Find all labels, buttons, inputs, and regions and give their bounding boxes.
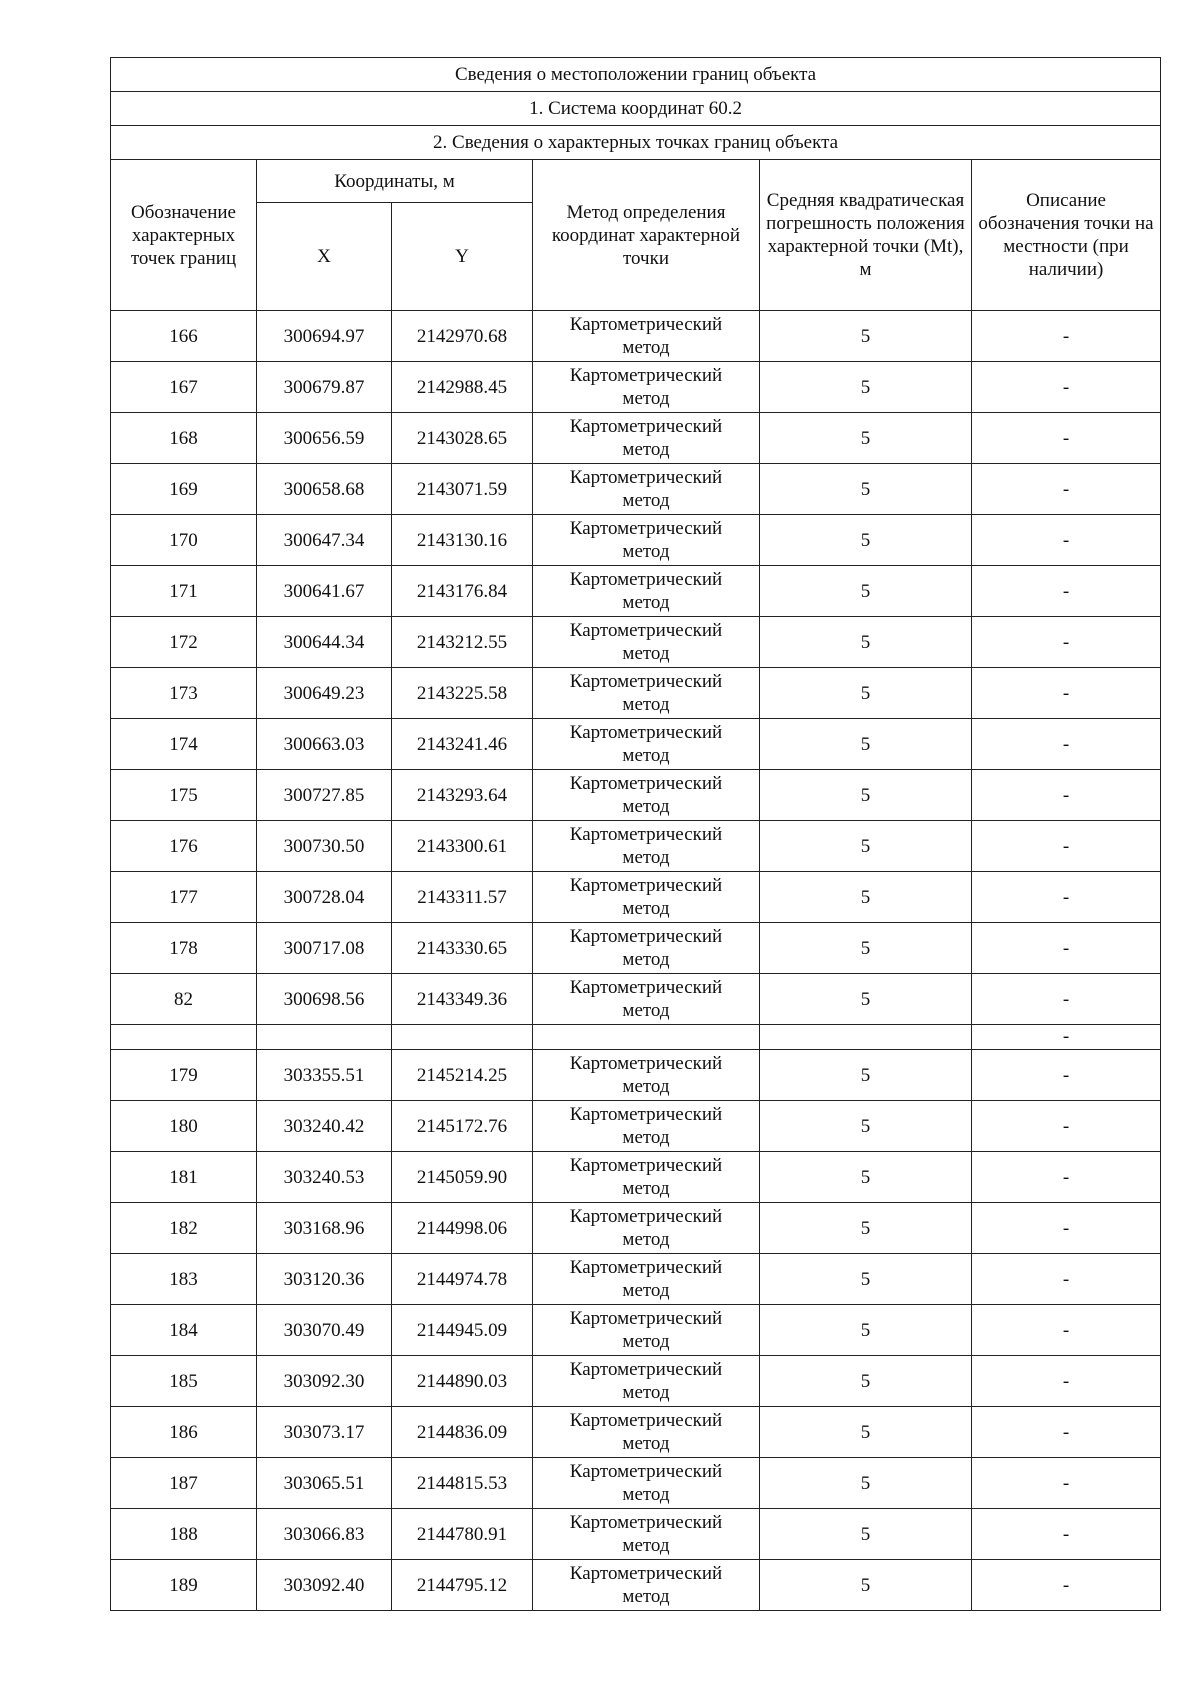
table-row bbox=[111, 1152, 1161, 1203]
point-number-cell: 170 bbox=[111, 515, 257, 566]
y-coordinate-cell: 2144795.12 bbox=[392, 1560, 533, 1611]
method-cell bbox=[533, 1203, 760, 1254]
y-coordinate-cell: 2144998.06 bbox=[392, 1203, 533, 1254]
x-coordinate-cell: 300663.03 bbox=[257, 719, 392, 770]
method-line-2: метод bbox=[622, 388, 670, 409]
point-number-cell: 171 bbox=[111, 566, 257, 617]
error-cell: 5 bbox=[760, 923, 972, 974]
method-cell bbox=[533, 1509, 760, 1560]
y-coordinate-cell: 2142988.45 bbox=[392, 362, 533, 413]
method-line-1: Картометрический bbox=[569, 620, 723, 641]
point-number-cell: 189 bbox=[111, 1560, 257, 1611]
method-line-1: Картометрический bbox=[569, 569, 723, 590]
method-cell bbox=[533, 872, 760, 923]
x-coordinate-cell: 303070.49 bbox=[257, 1305, 392, 1356]
error-cell: 5 bbox=[760, 566, 972, 617]
method-line-1: Картометрический bbox=[569, 1206, 723, 1227]
description-cell: - bbox=[972, 515, 1161, 566]
description-cell: - bbox=[972, 1050, 1161, 1101]
x-coordinate-cell: 303073.17 bbox=[257, 1407, 392, 1458]
boundary-points-table bbox=[110, 57, 1161, 1611]
y-coordinate-cell: 2144974.78 bbox=[392, 1254, 533, 1305]
method-line-2: метод bbox=[622, 847, 670, 868]
point-number-cell: 168 bbox=[111, 413, 257, 464]
method-line-2: метод bbox=[622, 490, 670, 511]
point-number-cell: 169 bbox=[111, 464, 257, 515]
description-cell: - bbox=[972, 821, 1161, 872]
table-row bbox=[111, 770, 1161, 821]
error-cell: 5 bbox=[760, 413, 972, 464]
method-cell bbox=[533, 668, 760, 719]
method-line-2: метод bbox=[622, 337, 670, 358]
table-row bbox=[111, 413, 1161, 464]
y-coordinate-cell: 2143176.84 bbox=[392, 566, 533, 617]
y-coordinate-cell: 2143241.46 bbox=[392, 719, 533, 770]
table-row bbox=[111, 719, 1161, 770]
description-cell: - bbox=[972, 719, 1161, 770]
x-coordinate-cell: 300658.68 bbox=[257, 464, 392, 515]
method-line-2: метод bbox=[622, 1280, 670, 1301]
method-line-2: метод bbox=[622, 439, 670, 460]
method-cell bbox=[533, 719, 760, 770]
point-number-cell: 185 bbox=[111, 1356, 257, 1407]
method-cell bbox=[533, 821, 760, 872]
method-line-1: Картометрический bbox=[569, 875, 723, 896]
y-coordinate-cell: 2143293.64 bbox=[392, 770, 533, 821]
y-coordinate-cell: 2143212.55 bbox=[392, 617, 533, 668]
table-row bbox=[111, 974, 1161, 1025]
x-coordinate-cell: 300717.08 bbox=[257, 923, 392, 974]
x-coordinate-cell: 300727.85 bbox=[257, 770, 392, 821]
table-row bbox=[111, 464, 1161, 515]
table-row bbox=[111, 1356, 1161, 1407]
method-line-1: Картометрический bbox=[569, 722, 723, 743]
point-number-cell: 188 bbox=[111, 1509, 257, 1560]
x-coordinate-cell: 300679.87 bbox=[257, 362, 392, 413]
method-line-2: метод bbox=[622, 796, 670, 817]
description-cell: - bbox=[972, 1407, 1161, 1458]
error-cell: 5 bbox=[760, 1050, 972, 1101]
table-title-row bbox=[111, 58, 1161, 92]
method-line-2: метод bbox=[622, 592, 670, 613]
method-line-2: метод bbox=[622, 1382, 670, 1403]
points-section-row bbox=[111, 126, 1161, 160]
method-line-1: Картометрический bbox=[569, 1359, 723, 1380]
error-cell: 5 bbox=[760, 1152, 972, 1203]
x-coordinate-cell: 303240.42 bbox=[257, 1101, 392, 1152]
point-number-cell: 167 bbox=[111, 362, 257, 413]
method-line-2: метод bbox=[622, 1229, 670, 1250]
x-coordinate-cell: 303240.53 bbox=[257, 1152, 392, 1203]
y-coordinate-cell: 2143330.65 bbox=[392, 923, 533, 974]
method-line-1: Картометрический bbox=[569, 365, 723, 386]
table-row bbox=[111, 566, 1161, 617]
x-coordinate-cell: 300644.34 bbox=[257, 617, 392, 668]
description-cell: - bbox=[972, 1356, 1161, 1407]
point-number-cell: 174 bbox=[111, 719, 257, 770]
error-cell: 5 bbox=[760, 617, 972, 668]
method-line-1: Картометрический bbox=[569, 1410, 723, 1431]
error-cell: 5 bbox=[760, 1407, 972, 1458]
table-row bbox=[111, 1509, 1161, 1560]
table-row bbox=[111, 1407, 1161, 1458]
description-cell: - bbox=[972, 311, 1161, 362]
description-cell: - bbox=[972, 872, 1161, 923]
table-row bbox=[111, 515, 1161, 566]
y-coordinate-cell: 2143225.58 bbox=[392, 668, 533, 719]
method-line-1: Картометрический bbox=[569, 1563, 723, 1584]
method-cell bbox=[533, 974, 760, 1025]
x-coordinate-cell: 300649.23 bbox=[257, 668, 392, 719]
method-line-2: метод bbox=[622, 949, 670, 970]
error-cell: 5 bbox=[760, 1509, 972, 1560]
error-cell: 5 bbox=[760, 1356, 972, 1407]
method-cell bbox=[533, 1025, 760, 1050]
table-row bbox=[111, 1458, 1161, 1509]
description-cell: - bbox=[972, 1254, 1161, 1305]
description-cell: - bbox=[972, 668, 1161, 719]
x-coordinate-cell bbox=[257, 1025, 392, 1050]
coordinate-system-label: 1. Система координат 60.2 bbox=[111, 92, 1161, 126]
description-cell: - bbox=[972, 1203, 1161, 1254]
error-cell: 5 bbox=[760, 1305, 972, 1356]
point-number-cell: 184 bbox=[111, 1305, 257, 1356]
coordinate-system-row bbox=[111, 92, 1161, 126]
x-coordinate-cell: 300730.50 bbox=[257, 821, 392, 872]
point-number-cell: 181 bbox=[111, 1152, 257, 1203]
header-coordinates: Координаты, м bbox=[257, 160, 533, 203]
point-number-cell: 187 bbox=[111, 1458, 257, 1509]
header-description: Описание обозначения точки на местности (при наличии) bbox=[972, 160, 1161, 311]
method-cell bbox=[533, 1407, 760, 1458]
description-cell: - bbox=[972, 566, 1161, 617]
x-coordinate-cell: 303120.36 bbox=[257, 1254, 392, 1305]
y-coordinate-cell: 2142970.68 bbox=[392, 311, 533, 362]
method-line-1: Картометрический bbox=[569, 671, 723, 692]
description-cell: - bbox=[972, 1509, 1161, 1560]
point-number-cell: 177 bbox=[111, 872, 257, 923]
description-cell: - bbox=[972, 617, 1161, 668]
x-coordinate-cell: 300698.56 bbox=[257, 974, 392, 1025]
point-number-cell: 175 bbox=[111, 770, 257, 821]
y-coordinate-cell: 2143349.36 bbox=[392, 974, 533, 1025]
x-coordinate-cell: 303092.30 bbox=[257, 1356, 392, 1407]
table-row bbox=[111, 668, 1161, 719]
method-line-1: Картометрический bbox=[569, 1461, 723, 1482]
table-row bbox=[111, 923, 1161, 974]
y-coordinate-cell: 2144945.09 bbox=[392, 1305, 533, 1356]
document-page bbox=[110, 57, 1160, 1611]
method-line-1: Картометрический bbox=[569, 1257, 723, 1278]
y-coordinate-cell: 2145172.76 bbox=[392, 1101, 533, 1152]
method-cell bbox=[533, 362, 760, 413]
method-line-2: метод bbox=[622, 1076, 670, 1097]
method-cell bbox=[533, 617, 760, 668]
x-coordinate-cell: 303168.96 bbox=[257, 1203, 392, 1254]
method-cell bbox=[533, 464, 760, 515]
point-number-cell: 176 bbox=[111, 821, 257, 872]
table-row bbox=[111, 821, 1161, 872]
error-cell: 5 bbox=[760, 719, 972, 770]
error-cell bbox=[760, 1025, 972, 1050]
method-cell bbox=[533, 770, 760, 821]
description-cell: - bbox=[972, 362, 1161, 413]
table-row bbox=[111, 1050, 1161, 1101]
error-cell: 5 bbox=[760, 311, 972, 362]
y-coordinate-cell: 2143130.16 bbox=[392, 515, 533, 566]
description-cell: - bbox=[972, 770, 1161, 821]
x-coordinate-cell: 300694.97 bbox=[257, 311, 392, 362]
point-number-cell bbox=[111, 1025, 257, 1050]
y-coordinate-cell: 2144780.91 bbox=[392, 1509, 533, 1560]
x-coordinate-cell: 300641.67 bbox=[257, 566, 392, 617]
description-cell: - bbox=[972, 1101, 1161, 1152]
y-coordinate-cell: 2143028.65 bbox=[392, 413, 533, 464]
method-cell bbox=[533, 923, 760, 974]
description-cell: - bbox=[972, 464, 1161, 515]
description-cell: - bbox=[972, 413, 1161, 464]
method-line-2: метод bbox=[622, 1000, 670, 1021]
y-coordinate-cell: 2144890.03 bbox=[392, 1356, 533, 1407]
method-line-2: метод bbox=[622, 694, 670, 715]
method-cell bbox=[533, 515, 760, 566]
method-line-1: Картометрический bbox=[569, 518, 723, 539]
table-title: Сведения о местоположении границ объекта bbox=[111, 58, 1161, 92]
table-row bbox=[111, 1254, 1161, 1305]
error-cell: 5 bbox=[760, 668, 972, 719]
method-cell bbox=[533, 413, 760, 464]
error-cell: 5 bbox=[760, 974, 972, 1025]
header-row-1 bbox=[111, 160, 1161, 203]
point-number-cell: 186 bbox=[111, 1407, 257, 1458]
method-cell bbox=[533, 566, 760, 617]
error-cell: 5 bbox=[760, 464, 972, 515]
method-line-2: метод bbox=[622, 1535, 670, 1556]
method-cell bbox=[533, 1050, 760, 1101]
x-coordinate-cell: 303066.83 bbox=[257, 1509, 392, 1560]
error-cell: 5 bbox=[760, 1560, 972, 1611]
error-cell: 5 bbox=[760, 1458, 972, 1509]
y-coordinate-cell bbox=[392, 1025, 533, 1050]
method-line-2: метод bbox=[622, 1484, 670, 1505]
method-line-1: Картометрический bbox=[569, 1053, 723, 1074]
method-line-1: Картометрический bbox=[569, 824, 723, 845]
method-line-1: Картометрический bbox=[569, 1104, 723, 1125]
point-number-cell: 166 bbox=[111, 311, 257, 362]
method-cell bbox=[533, 1152, 760, 1203]
method-cell bbox=[533, 1560, 760, 1611]
table-row bbox=[111, 1101, 1161, 1152]
point-number-cell: 172 bbox=[111, 617, 257, 668]
method-line-1: Картометрический bbox=[569, 773, 723, 794]
y-coordinate-cell: 2143311.57 bbox=[392, 872, 533, 923]
x-coordinate-cell: 303065.51 bbox=[257, 1458, 392, 1509]
method-cell bbox=[533, 1458, 760, 1509]
method-line-1: Картометрический bbox=[569, 1512, 723, 1533]
table-row bbox=[111, 1203, 1161, 1254]
y-coordinate-cell: 2144836.09 bbox=[392, 1407, 533, 1458]
error-cell: 5 bbox=[760, 362, 972, 413]
table-row bbox=[111, 1560, 1161, 1611]
method-line-1: Картометрический bbox=[569, 926, 723, 947]
error-cell: 5 bbox=[760, 515, 972, 566]
description-cell: - bbox=[972, 923, 1161, 974]
method-line-2: метод bbox=[622, 745, 670, 766]
header-point-designation: Обозначение характерных точек границ bbox=[111, 160, 257, 311]
error-cell: 5 bbox=[760, 770, 972, 821]
y-coordinate-cell: 2145214.25 bbox=[392, 1050, 533, 1101]
method-line-2: метод bbox=[622, 1127, 670, 1148]
y-coordinate-cell: 2144815.53 bbox=[392, 1458, 533, 1509]
method-cell bbox=[533, 1254, 760, 1305]
method-cell bbox=[533, 1305, 760, 1356]
points-section-label: 2. Сведения о характерных точках границ объекта bbox=[111, 126, 1161, 160]
description-cell: - bbox=[972, 1305, 1161, 1356]
table-row bbox=[111, 872, 1161, 923]
method-cell bbox=[533, 311, 760, 362]
header-x: X bbox=[257, 203, 392, 311]
method-line-1: Картометрический bbox=[569, 314, 723, 335]
method-line-2: метод bbox=[622, 541, 670, 562]
x-coordinate-cell: 300647.34 bbox=[257, 515, 392, 566]
method-line-1: Картометрический bbox=[569, 1308, 723, 1329]
description-cell: - bbox=[972, 1458, 1161, 1509]
method-line-2: метод bbox=[622, 898, 670, 919]
method-line-2: метод bbox=[622, 643, 670, 664]
table-row bbox=[111, 311, 1161, 362]
point-number-cell: 180 bbox=[111, 1101, 257, 1152]
point-number-cell: 178 bbox=[111, 923, 257, 974]
error-cell: 5 bbox=[760, 872, 972, 923]
x-coordinate-cell: 303092.40 bbox=[257, 1560, 392, 1611]
error-cell: 5 bbox=[760, 821, 972, 872]
error-cell: 5 bbox=[760, 1254, 972, 1305]
table-row bbox=[111, 362, 1161, 413]
error-cell: 5 bbox=[760, 1203, 972, 1254]
method-line-2: метод bbox=[622, 1178, 670, 1199]
method-line-2: метод bbox=[622, 1331, 670, 1352]
header-method: Метод определения координат характерной точки bbox=[533, 160, 760, 311]
point-number-cell: 82 bbox=[111, 974, 257, 1025]
method-cell bbox=[533, 1101, 760, 1152]
description-cell: - bbox=[972, 1025, 1161, 1050]
y-coordinate-cell: 2145059.90 bbox=[392, 1152, 533, 1203]
method-line-2: метод bbox=[622, 1433, 670, 1454]
description-cell: - bbox=[972, 1560, 1161, 1611]
header-error: Средняя квадратическая погрешность положения характерной точки (Mt), м bbox=[760, 160, 972, 311]
description-cell: - bbox=[972, 1152, 1161, 1203]
method-line-1: Картометрический bbox=[569, 977, 723, 998]
method-line-1: Картометрический bbox=[569, 1155, 723, 1176]
table-row bbox=[111, 1305, 1161, 1356]
error-cell: 5 bbox=[760, 1101, 972, 1152]
point-number-cell: 173 bbox=[111, 668, 257, 719]
table-separator-row bbox=[111, 1025, 1161, 1050]
y-coordinate-cell: 2143071.59 bbox=[392, 464, 533, 515]
point-number-cell: 182 bbox=[111, 1203, 257, 1254]
x-coordinate-cell: 300728.04 bbox=[257, 872, 392, 923]
y-coordinate-cell: 2143300.61 bbox=[392, 821, 533, 872]
header-y: Y bbox=[392, 203, 533, 311]
description-cell: - bbox=[972, 974, 1161, 1025]
point-number-cell: 183 bbox=[111, 1254, 257, 1305]
method-line-1: Картометрический bbox=[569, 467, 723, 488]
point-number-cell: 179 bbox=[111, 1050, 257, 1101]
method-line-1: Картометрический bbox=[569, 416, 723, 437]
x-coordinate-cell: 300656.59 bbox=[257, 413, 392, 464]
method-cell bbox=[533, 1356, 760, 1407]
x-coordinate-cell: 303355.51 bbox=[257, 1050, 392, 1101]
table-row bbox=[111, 617, 1161, 668]
method-line-2: метод bbox=[622, 1586, 670, 1607]
